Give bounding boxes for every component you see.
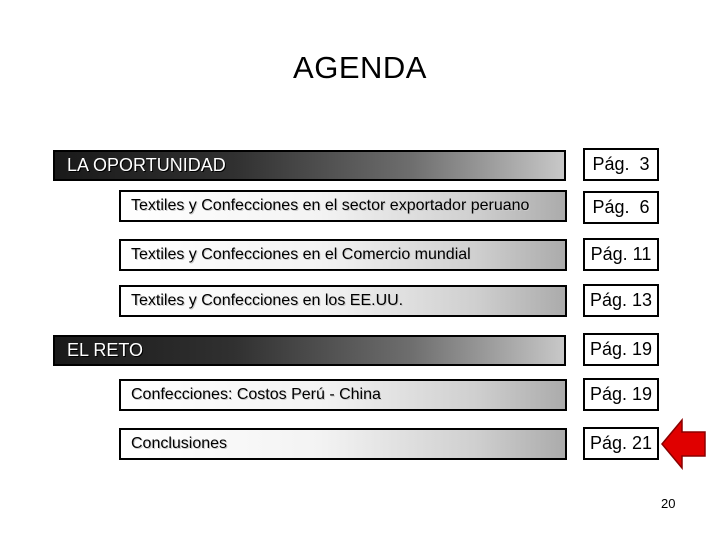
slide-number: 20 (661, 496, 676, 511)
agenda-item-page: Pág. 19 (583, 378, 659, 411)
section-heading-label: EL RETO (67, 340, 144, 360)
red-left-arrow-icon (661, 418, 707, 470)
agenda-item-page: Pág. 13 (583, 284, 659, 317)
agenda-item-label: Textiles y Confecciones en el Comercio mundial (131, 246, 471, 263)
agenda-item-page: Pág. 21 (583, 427, 659, 460)
agenda-item-conclusiones (119, 428, 567, 460)
section-page-oportunidad: Pág. 3 (583, 148, 659, 181)
agenda-item-costos (119, 379, 567, 411)
agenda-item-page: Pág. 6 (583, 191, 659, 224)
section-heading-label: LA OPORTUNIDAD (67, 155, 226, 175)
agenda-item-label: Confecciones: Costos Perú - China (131, 386, 381, 403)
agenda-item-label: Conclusiones (131, 435, 228, 452)
agenda-item-label: Textiles y Confecciones en el sector exportador peruano (131, 197, 530, 214)
agenda-item-comercio-mundial (119, 239, 567, 271)
section-heading-oportunidad (53, 150, 566, 181)
page-title: AGENDA (293, 50, 427, 85)
agenda-item-eeuu (119, 285, 567, 317)
agenda-item-sector-exportador (119, 190, 567, 222)
agenda-item-label: Textiles y Confecciones en los EE.UU. (131, 292, 404, 309)
agenda-item-page: Pág. 11 (583, 238, 659, 271)
section-heading-reto (53, 335, 566, 366)
section-page-reto: Pág. 19 (583, 333, 659, 366)
